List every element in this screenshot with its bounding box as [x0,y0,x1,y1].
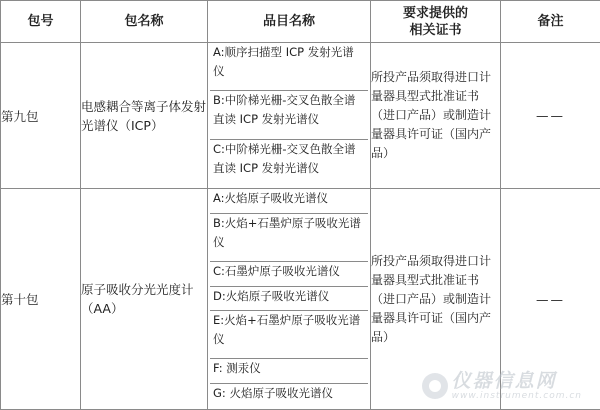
list-item: A:顺序扫描型 ICP 发射光谱仪 [210,43,368,91]
item-list [208,189,371,410]
header-row [1,1,600,43]
package-no: 第十包 [1,189,81,410]
instrument-logo-icon [422,373,448,399]
list-item: B:火焰+石墨炉原子吸收光谱仪 [210,214,368,262]
certificate-requirement: 所投产品须取得进口计量器具型式批准证书（进口产品）或制造计量器具许可证（国内产品） [371,189,501,410]
header-package-name: 包名称 [81,1,208,43]
header-item-name: 品目名称 [208,1,371,43]
header-certificates-line1: 要求提供的 [371,5,500,22]
list-item: A:火焰原子吸收光谱仪 [210,189,368,214]
certificate-requirement: 所投产品须取得进口计量器具型式批准证书（进口产品）或制造计量器具许可证（国内产品） [371,43,501,189]
header-certificates-line2: 相关证书 [371,22,500,39]
header-package-no: 包号 [1,1,81,43]
header-note: 备注 [501,1,600,43]
list-item: D:火焰原子吸收光谱仪 [210,287,368,311]
watermark-text: 仪器信息网 [452,371,557,391]
note: —— [501,43,600,189]
package-name: 电感耦合等离子体发射光谱仪（ICP） [81,43,208,189]
list-item: C:中阶梯光栅-交叉色散全谱直读 ICP 发射光谱仪 [210,140,368,188]
package-no: 第九包 [1,43,81,189]
package-name: 原子吸收分光光度计（AA） [81,189,208,410]
list-item: B:中阶梯光栅-交叉色散全谱直读 ICP 发射光谱仪 [210,91,368,140]
item-list [208,43,371,189]
table-row-package-9 [1,43,600,189]
list-item: F: 测汞仪 [210,359,368,384]
list-item: E:火焰+石墨炉原子吸收光谱仪 [210,311,368,359]
list-item: G: 火焰原子吸收光谱仪 [210,384,368,408]
watermark [422,371,582,401]
watermark-url: www.instrument.com.cn [452,391,582,401]
list-item: C:石墨炉原子吸收光谱仪 [210,262,368,287]
header-certificates [371,1,501,43]
note: —— [501,189,600,410]
